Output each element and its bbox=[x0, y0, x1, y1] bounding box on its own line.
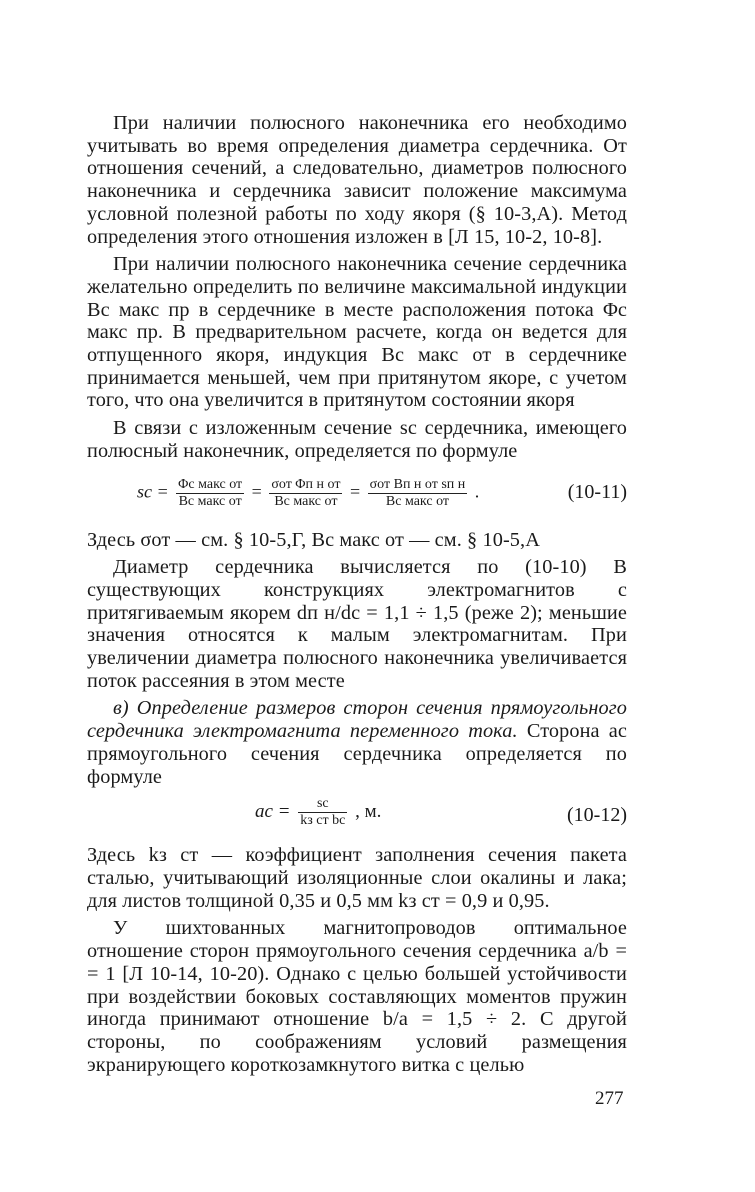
paragraph-7: Здесь kз ст — коэффициент заполнения сечения пакета сталью, учитывающий изоляционные слои окалины и лака; для листов толщиной 0,35 и 0,5 мм kз ст = 0,9 и 0,95. bbox=[87, 844, 627, 912]
paragraph-5: Диаметр сердечника вычисляется по (10-10) В существующих конструкциях электромагнитов с притягиваемым якорем dп н/dc = 1,1 ÷ 1,5 (реже 2); меньшие значения относятся к малым электромагнитам. При увеличении диаметра полюсного наконечника увеличивается поток рассеяния в этом месте bbox=[87, 556, 627, 692]
formula-number-10-11: (10-11) bbox=[567, 480, 627, 503]
fraction-2-num: σот Φп н от bbox=[271, 476, 341, 492]
fraction-3 bbox=[368, 477, 468, 510]
formula-1-period: . bbox=[474, 481, 480, 502]
formula-number-10-12: (10-12) bbox=[567, 804, 627, 827]
section-heading: в) Определение размеров сторон сечения прямоугольного сердечника электромагнита переменного тока. bbox=[87, 697, 627, 743]
page-number: 277 bbox=[595, 1088, 624, 1109]
equals-1: = bbox=[251, 481, 262, 502]
page-text bbox=[87, 112, 627, 1076]
fraction-2 bbox=[269, 477, 342, 510]
equals-2: = bbox=[349, 481, 361, 502]
paragraph-6-text: Сторона ac прямоугольного сечения сердечника определяется по формуле bbox=[87, 720, 628, 788]
paragraph-4: Здесь σот — см. § 10-5,Г, Bc макс от — см. § 10-5,А bbox=[87, 528, 540, 551]
fraction-1-den: Bc макс от bbox=[178, 493, 242, 509]
paragraph-6 bbox=[87, 697, 627, 788]
fraction-1-num: Φc макс от bbox=[178, 476, 243, 492]
formula-10-11-body bbox=[137, 477, 479, 510]
formula-10-12 bbox=[87, 792, 627, 840]
fraction-2-den: Bc макс от bbox=[274, 493, 338, 509]
fraction-4 bbox=[298, 796, 347, 829]
formula-10-11 bbox=[87, 469, 627, 525]
fraction-4-den: kз ст bc bbox=[300, 813, 346, 829]
paragraph-3: В связи с изложенным сечение sc сердечника, имеющего полюсный наконечник, определяется по формуле bbox=[87, 417, 627, 462]
formula-lhs: sc = bbox=[137, 481, 169, 502]
fraction-3-num: σот Bп н от sп н bbox=[369, 476, 466, 492]
formula-2-unit: , м. bbox=[355, 801, 382, 823]
fraction-4-num: sc bbox=[298, 796, 347, 813]
fraction-1 bbox=[176, 477, 244, 510]
paragraph-2: При наличии полюсного наконечника сечение сердечника желательно определить по величине максимальной индукции Bc макс пр в сердечнике в месте расположения потока Φc макс пр. В предварительном расчете, когда он ведется для отпущенного якоря, индукция Bc макс от в сердечнике принимается меньшей, чем при притянутом якоре, с учетом того, что она увеличится в притянутом состоянии якоря bbox=[87, 253, 627, 412]
formula-10-12-body bbox=[255, 796, 381, 829]
formula-2-lhs: ac = bbox=[255, 801, 291, 823]
paragraph-8: У шихтованных магнитопроводов оптимальное отношение сторон прямоугольного сечения сердечника a/b = = 1 [Л 10-14, 10-20). Однако с целью большей устойчивости при воздействии боковых составляющих моментов пружин иногда принимают отношение b/a = 1,5 ÷ 2. С другой стороны, по соображениям условий размещения экранирующего короткозамкнутого витка с целью bbox=[87, 917, 627, 1076]
fraction-3-den: Bc макс от bbox=[385, 493, 450, 509]
paragraph-1: При наличии полюсного наконечника его необходимо учитывать во время определения диаметра сердечника. От отношения сечений, а следовательно, диаметров полюсного наконечника и сердечника зависит положение максимума условной полезной работы по ходу якоря (§ 10-3,А). Метод определения этого отношения изложен в [Л 15, 10-2, 10-8]. bbox=[87, 112, 627, 248]
